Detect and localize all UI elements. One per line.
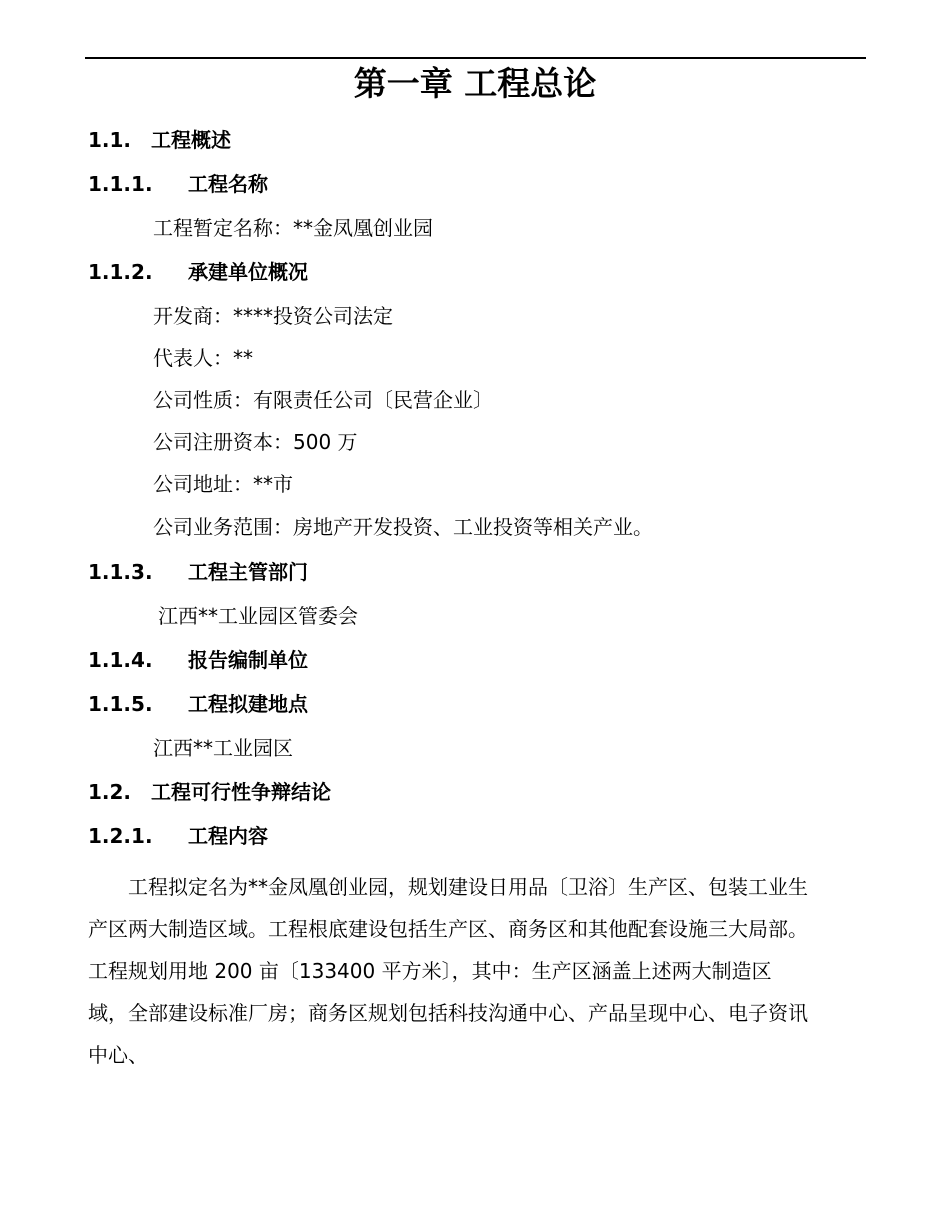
section-title: 工程内容: [188, 824, 268, 848]
chapter-title: 第一章 工程总论: [353, 64, 597, 103]
section-number: 1.1.4.: [88, 648, 153, 672]
section-number: 1.2.: [88, 780, 132, 804]
paragraph-line: 工程拟定名为**金凤凰创业园，规划建设日用品〔卫浴〕生产区、包装工业生: [88, 875, 808, 899]
section-heading-1-1-1: [88, 170, 268, 198]
section-heading-1-1-2: [88, 258, 308, 286]
representative-line: 代表人：**: [153, 346, 253, 370]
section-title: 报告编制单位: [188, 648, 308, 672]
paragraph-line: 产区两大制造区域。工程根底建设包括生产区、商务区和其他配套设施三大局部。: [88, 917, 808, 941]
section-title: 承建单位概况: [188, 260, 308, 284]
business-scope-line: 公司业务范围：房地产开发投资、工业投资等相关产业。: [153, 515, 653, 539]
section-heading-1-1: [88, 126, 231, 154]
section-title: 工程拟建地点: [188, 692, 308, 716]
paragraph-line: 中心、: [88, 1043, 148, 1067]
registered-capital-line: 公司注册资本：500 万: [153, 430, 358, 454]
developer-line: 开发商：****投资公司法定: [153, 304, 393, 328]
top-rule: [85, 57, 866, 59]
section-title: 工程概述: [151, 128, 231, 152]
location-text: 江西**工业园区: [153, 736, 293, 760]
section-title: 工程主管部门: [188, 560, 308, 584]
section-number: 1.1.5.: [88, 692, 153, 716]
section-heading-1-2: [88, 778, 331, 806]
section-number: 1.1.1.: [88, 172, 153, 196]
paragraph-line: 域，全部建设标准厂房；商务区规划包括科技沟通中心、产品呈现中心、电子资讯: [88, 1001, 808, 1025]
section-heading-1-1-4: [88, 646, 308, 674]
section-title: 工程可行性争辩结论: [151, 780, 331, 804]
paragraph-line: 工程规划用地 200 亩〔133400 平方米〕，其中：生产区涵盖上述两大制造区: [88, 959, 772, 983]
project-content-paragraph: [88, 866, 872, 1076]
section-number: 1.2.1.: [88, 824, 153, 848]
section-heading-1-1-3: [88, 558, 308, 586]
section-title: 工程名称: [188, 172, 268, 196]
section-heading-1-1-5: [88, 690, 308, 718]
project-name-text: 工程暂定名称：**金凤凰创业园: [153, 216, 433, 240]
company-nature-line: 公司性质：有限责任公司〔民营企业〕: [153, 388, 493, 412]
section-number: 1.1.2.: [88, 260, 153, 284]
section-number: 1.1.3.: [88, 560, 153, 584]
company-address-line: 公司地址：**市: [153, 472, 293, 496]
section-heading-1-2-1: [88, 822, 268, 850]
authority-text: 江西**工业园区管委会: [158, 604, 358, 628]
section-number: 1.1.: [88, 128, 132, 152]
